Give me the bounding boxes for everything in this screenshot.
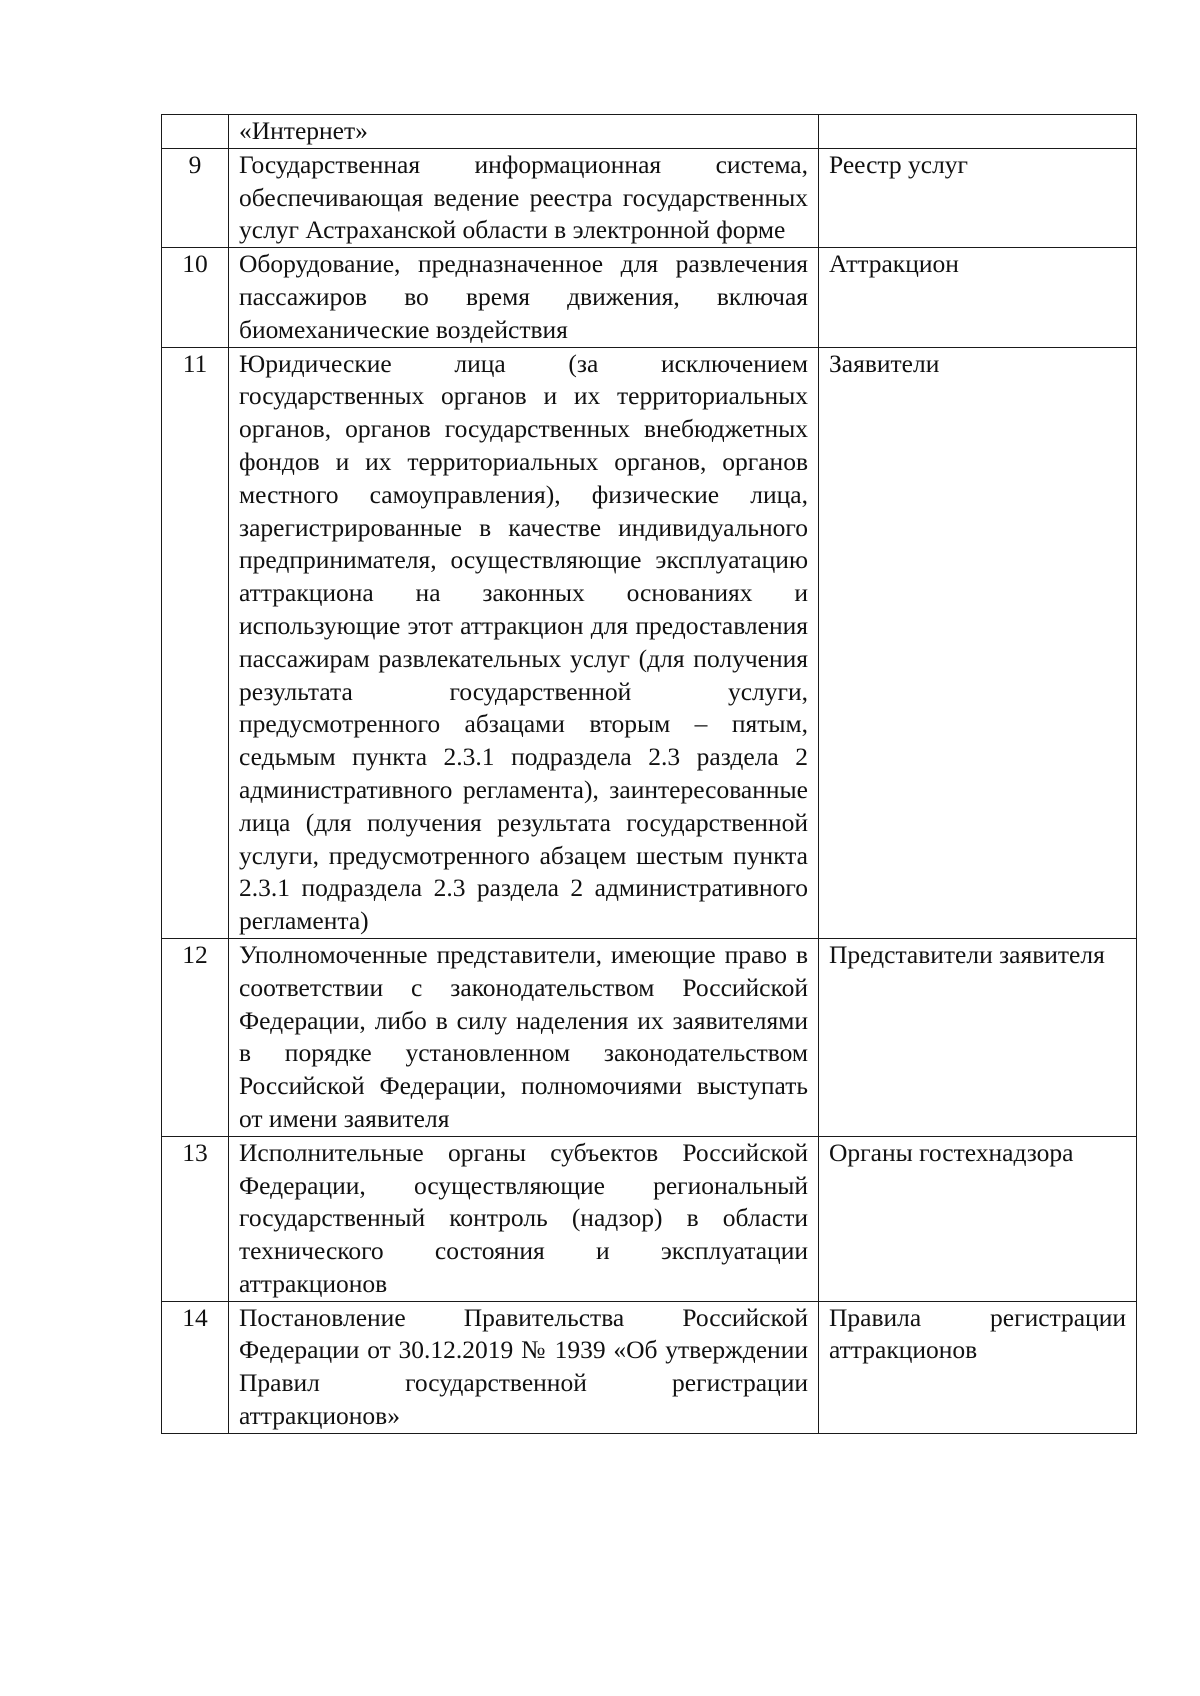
table-row <box>162 248 1137 347</box>
table-row <box>162 148 1137 247</box>
row-number: 14 <box>162 1301 229 1433</box>
definition-cell: Постановление Правительства Российской Федерации от 30.12.2019 № 1939 «Об утверждении Правил государственной регистрации аттракционов» <box>229 1301 819 1433</box>
row-number: 9 <box>162 148 229 247</box>
row-number: 13 <box>162 1136 229 1301</box>
table-row <box>162 1301 1137 1433</box>
term-cell <box>819 115 1137 149</box>
definition-cell: Государственная информационная система, обеспечивающая ведение реестра государственных услуг Астраханской области в электронной форме <box>229 148 819 247</box>
definition-cell: Юридические лица (за исключением государственных органов и их территориальных органов, органов государственных внебюджетных фондов и их территориальных органов, органов местного самоуправления), физические лица, зарегистрированные в качестве индивидуального предпринимателя, осуществляющие эксплуатацию аттракциона на законных основаниях и использующие этот аттракцион для предоставления пассажирам развлекательных услуг (для получения результата государственной услуги, предусмотренного абзацами вторым – пятым, седьмым пункта 2.3.1 подраздела 2.3 раздела 2 административного регламента), заинтересованные лица (для получения результата государственной услуги, предусмотренного абзацем шестым пункта 2.3.1 подраздела 2.3 раздела 2 административного регламента) <box>229 347 819 938</box>
table-row <box>162 938 1137 1136</box>
row-number: 10 <box>162 248 229 347</box>
term-cell: Органы гостехнадзора <box>819 1136 1137 1301</box>
definition-cell: «Интернет» <box>229 115 819 149</box>
term-cell: Правила регистрации аттракционов <box>819 1301 1137 1433</box>
table-row <box>162 1136 1137 1301</box>
definition-cell: Оборудование, предназначенное для развлечения пассажиров во время движения, включая биомеханические воздействия <box>229 248 819 347</box>
row-number <box>162 115 229 149</box>
term-cell: Представители заявителя <box>819 938 1137 1136</box>
term-cell: Реестр услуг <box>819 148 1137 247</box>
definition-cell: Уполномоченные представители, имеющие право в соответствии с законодательством Российской Федерации, либо в силу наделения их заявителями в порядке установленном законодательством Российской Федерации, полномочиями выступать от имени заявителя <box>229 938 819 1136</box>
table-row <box>162 347 1137 938</box>
term-cell: Заявители <box>819 347 1137 938</box>
row-number: 11 <box>162 347 229 938</box>
term-cell: Аттракцион <box>819 248 1137 347</box>
definition-cell: Исполнительные органы субъектов Российской Федерации, осуществляющие региональный государственный контроль (надзор) в области технического состояния и эксплуатации аттракционов <box>229 1136 819 1301</box>
terms-table <box>161 114 1137 1434</box>
row-number: 12 <box>162 938 229 1136</box>
table-row <box>162 115 1137 149</box>
